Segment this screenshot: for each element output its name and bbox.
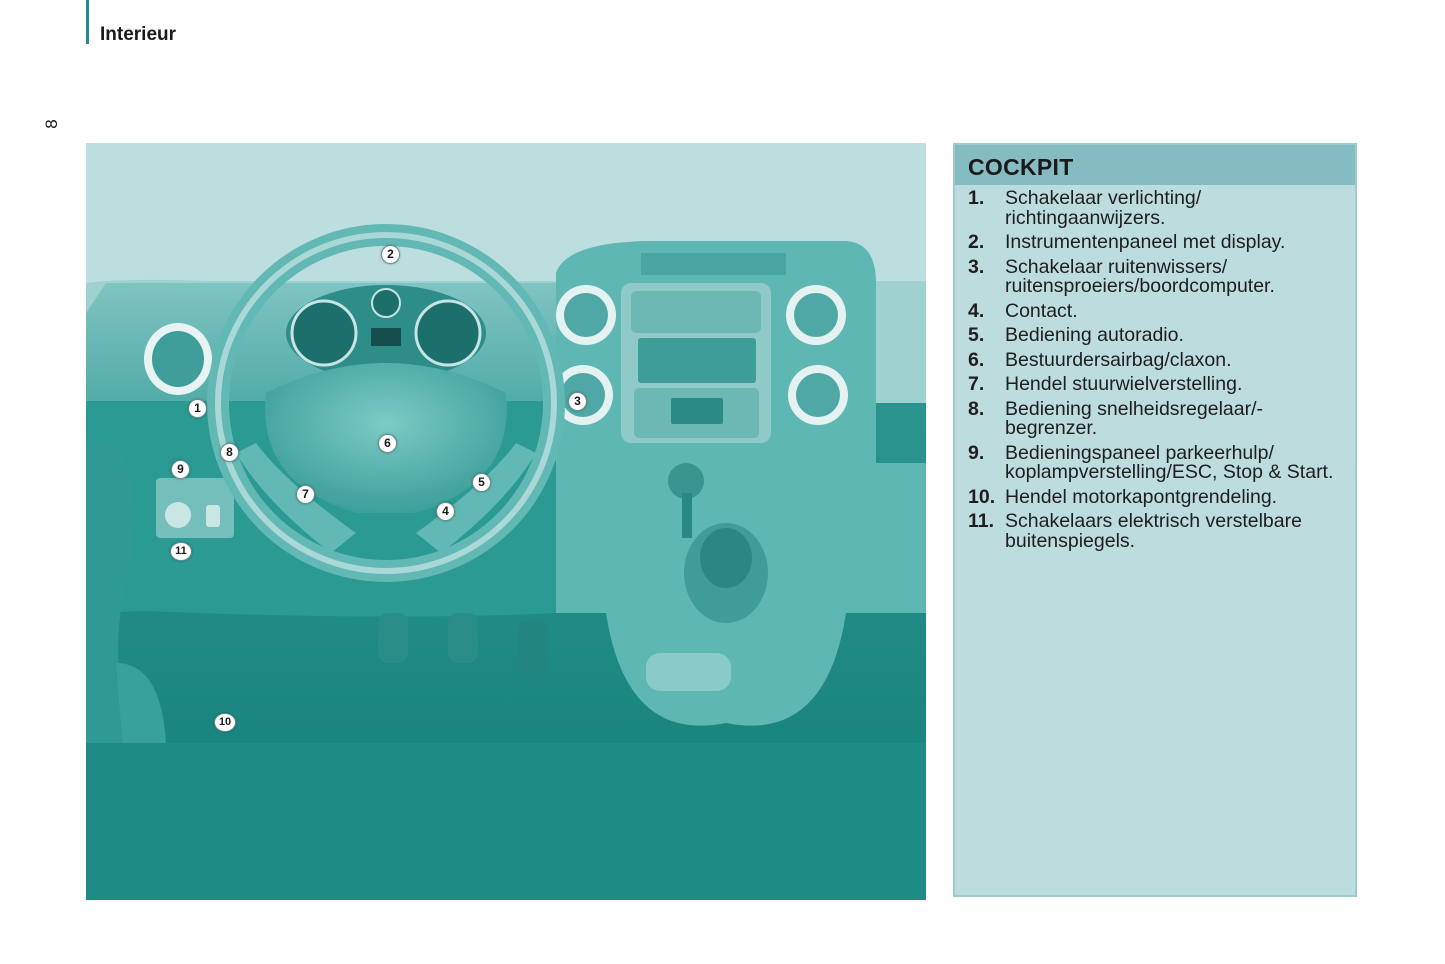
legend-item-text: Bestuurdersairbag/claxon. bbox=[1005, 348, 1232, 371]
callout-10: 10 bbox=[214, 713, 236, 732]
legend-item-number: 4. bbox=[968, 299, 985, 322]
legend-list bbox=[968, 189, 1353, 556]
cockpit-legend-panel bbox=[953, 143, 1357, 897]
legend-item-text: Schakelaar verlichting/ richtingaanwijzers. bbox=[1005, 187, 1202, 229]
legend-item bbox=[968, 326, 1353, 346]
section-title: Interieur bbox=[100, 24, 177, 45]
callout-11: 11 bbox=[170, 542, 192, 561]
callout-6: 6 bbox=[378, 434, 397, 453]
legend-item-text: Bedieningspaneel parkeerhulp/ koplampverstelling/ESC, Stop & Start. bbox=[1005, 441, 1334, 483]
legend-item bbox=[968, 397, 1353, 439]
legend-item-number: 1. bbox=[968, 187, 985, 209]
legend-item-number: 3. bbox=[968, 255, 985, 278]
legend-item-text: Hendel stuurwielverstelling. bbox=[1005, 373, 1243, 395]
panel-title: COCKPIT bbox=[968, 154, 1074, 180]
legend-item bbox=[968, 348, 1353, 371]
legend-item bbox=[968, 255, 1353, 297]
legend-item-text: Bediening snelheidsregelaar/- begrenzer. bbox=[1005, 397, 1264, 439]
legend-item-text: Schakelaar ruitenwissers/ ruitensproeiers/boordcomputer. bbox=[1005, 255, 1275, 297]
legend-item-text: Instrumentenpaneel met display. bbox=[1005, 231, 1286, 253]
callout-2: 2 bbox=[381, 245, 400, 264]
legend-item bbox=[968, 189, 1353, 228]
dashboard-drawing bbox=[86, 143, 926, 900]
callout-7: 7 bbox=[296, 485, 315, 504]
legend-item-number: 11. bbox=[968, 510, 995, 532]
callout-4: 4 bbox=[436, 502, 455, 521]
legend-item-text: Schakelaars elektrisch verstelbare buitenspiegels. bbox=[1005, 510, 1302, 552]
callout-1: 1 bbox=[188, 399, 207, 418]
page-number: 8 bbox=[42, 119, 61, 129]
legend-item-number: 10. bbox=[968, 485, 996, 508]
panel-header bbox=[955, 145, 1355, 185]
legend-item bbox=[968, 375, 1353, 395]
legend-item-number: 7. bbox=[968, 373, 985, 395]
legend-item-number: 2. bbox=[968, 231, 985, 253]
callout-3: 3 bbox=[568, 392, 587, 411]
legend-item bbox=[968, 441, 1353, 483]
section-accent-bar bbox=[86, 0, 89, 44]
cockpit-illustration bbox=[86, 143, 926, 900]
legend-item bbox=[968, 233, 1353, 253]
legend-item bbox=[968, 299, 1353, 322]
legend-item-number: 9. bbox=[968, 441, 985, 464]
callout-5: 5 bbox=[472, 473, 491, 492]
callout-9: 9 bbox=[171, 460, 190, 479]
legend-item-number: 8. bbox=[968, 397, 985, 420]
legend-item-text: Bediening autoradio. bbox=[1005, 324, 1184, 346]
legend-item-number: 5. bbox=[968, 324, 985, 346]
legend-item-text: Contact. bbox=[1005, 299, 1078, 322]
legend-item-number: 6. bbox=[968, 348, 985, 371]
legend-item bbox=[968, 485, 1353, 508]
legend-item-text: Hendel motorkapontgrendeling. bbox=[1005, 485, 1278, 508]
legend-item bbox=[968, 512, 1353, 551]
callout-8: 8 bbox=[220, 443, 239, 462]
